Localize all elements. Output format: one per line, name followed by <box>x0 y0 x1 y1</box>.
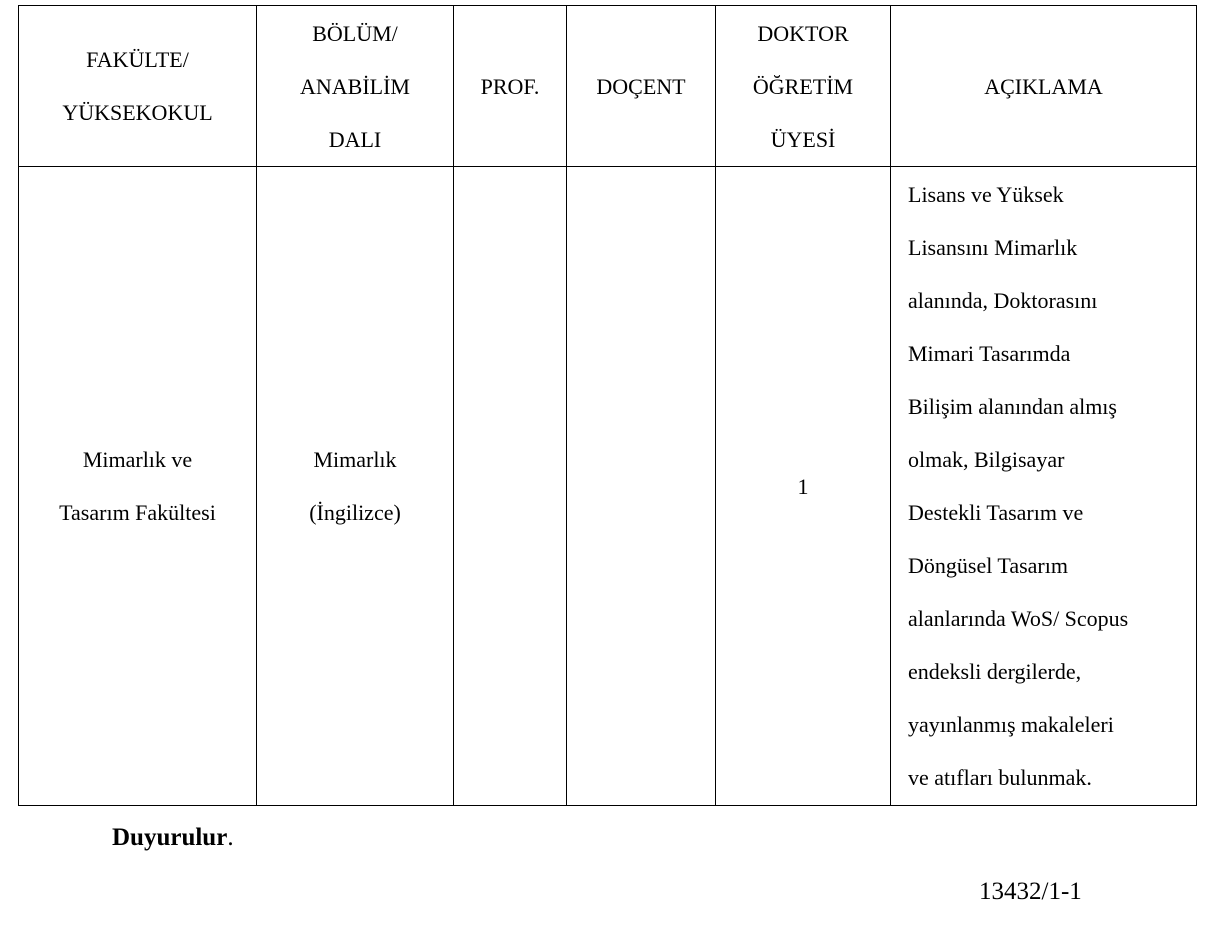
description-line: Destekli Tasarım ve <box>908 500 1084 525</box>
description-line: olmak, Bilgisayar <box>908 447 1065 472</box>
cell-faculty <box>19 167 257 806</box>
header-department <box>257 6 454 167</box>
table-header-row <box>19 6 1197 167</box>
description-line: yayınlanmış makaleleri <box>908 712 1114 737</box>
header-prof-line: PROF. <box>480 73 540 99</box>
header-faculty-line: YÜKSEKOKUL <box>62 100 213 125</box>
faculty-line: Mimarlık ve <box>82 447 193 472</box>
header-docent-line: DOÇENT <box>596 73 686 99</box>
description-line: Lisansını Mimarlık <box>908 235 1078 260</box>
header-department-line: DALI <box>328 126 382 152</box>
document-number: 13432/1-1 <box>979 878 1082 905</box>
header-docent <box>567 6 716 167</box>
header-faculty <box>19 6 257 167</box>
department-line: Mimarlık <box>313 447 397 472</box>
cell-prof <box>454 167 567 806</box>
header-prof <box>454 6 567 167</box>
description-line: Lisans ve Yüksek <box>908 182 1064 207</box>
announcement-closing-word: Duyurulur <box>112 824 228 851</box>
header-doctor-faculty <box>716 6 891 167</box>
cell-description <box>891 167 1197 806</box>
header-department-line: ANABİLİM <box>300 73 410 99</box>
cell-department <box>257 167 454 806</box>
department-line: (İngilizce) <box>309 500 401 525</box>
announcement-closing-period: . <box>227 824 234 851</box>
cell-docent <box>567 167 716 806</box>
header-description <box>891 6 1197 167</box>
header-doctor-faculty-line: ÜYESİ <box>770 126 836 152</box>
faculty-line: Tasarım Fakültesi <box>59 500 216 525</box>
header-description-line: AÇIKLAMA <box>984 73 1103 99</box>
announcement-closing <box>112 820 234 856</box>
announcement-table <box>18 5 1197 806</box>
description-line: ve atıfları bulunmak. <box>908 765 1092 790</box>
description-line: Döngüsel Tasarım <box>908 553 1068 578</box>
doctor-faculty-count: 1 <box>797 473 809 499</box>
description-line: Mimari Tasarımda <box>908 341 1071 366</box>
header-faculty-line: FAKÜLTE/ <box>86 47 189 72</box>
description-line: Bilişim alanından almış <box>908 394 1117 419</box>
header-doctor-faculty-line: DOKTOR <box>757 20 849 46</box>
header-doctor-faculty-line: ÖĞRETİM <box>752 73 854 99</box>
description-line: alanlarında WoS/ Scopus <box>908 606 1129 631</box>
description-line: alanında, Doktorasını <box>908 288 1098 313</box>
cell-doctor-faculty <box>716 167 891 806</box>
header-department-line: BÖLÜM/ <box>312 20 398 46</box>
table-row <box>19 167 1197 806</box>
description-line: endeksli dergilerde, <box>908 659 1082 684</box>
